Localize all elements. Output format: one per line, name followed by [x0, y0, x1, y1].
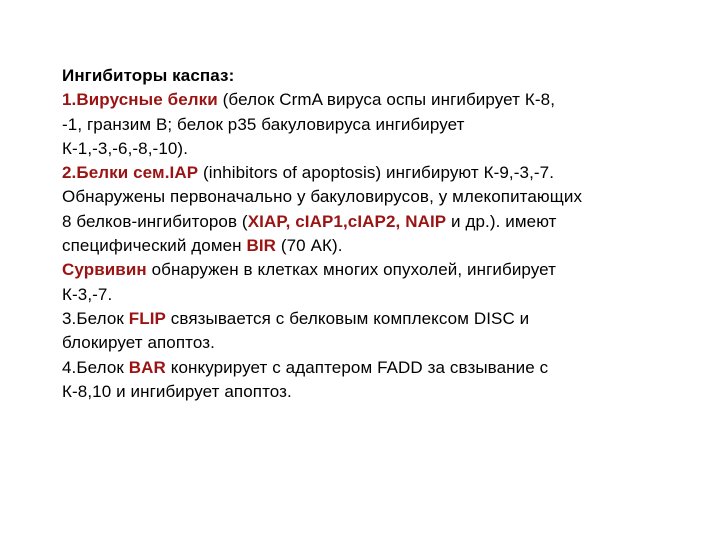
slide-text-block [62, 64, 702, 404]
iap-text-4-pre: специфический домен [62, 236, 247, 256]
survivin-term: Сурвивин [62, 260, 147, 280]
bar-text: конкурирует с адаптером FADD за свзывание с [165, 357, 549, 377]
virus-proteins-line-3 [62, 137, 702, 161]
title-line [62, 64, 702, 88]
bar-term: BAR [128, 357, 166, 377]
bar-text-2: К-8,10 и ингибирует апоптоз. [62, 381, 292, 401]
flip-term: FLIP [128, 308, 166, 328]
iap-protein-names: XIAP, cIAP1,cIAP2, NAIP [247, 211, 447, 231]
flip-text-2: блокирует апоптоз. [62, 333, 215, 353]
virus-proteins-term: 1.Вирусные белки [62, 90, 218, 110]
iap-text-3-post: и др.). имеют [446, 211, 557, 231]
flip-pre: 3.Белок [62, 308, 129, 328]
bar-line-1 [62, 356, 702, 380]
iap-line-2 [62, 185, 702, 209]
survivin-text: обнаружен в клетках многих опухолей, ингибирует [146, 260, 557, 280]
flip-text: связывается с белковым комплексом DISC и [165, 308, 530, 328]
flip-line-2 [62, 331, 702, 355]
iap-line-1 [62, 161, 702, 185]
iap-term: 2.Белки сем.IAP [62, 163, 199, 183]
flip-line-1 [62, 307, 702, 331]
bar-line-2 [62, 380, 702, 404]
virus-proteins-text-3: К-1,-3,-6,-8,-10). [62, 138, 189, 158]
bir-domain-term: BIR [246, 236, 277, 256]
iap-text-3-pre: 8 белков-ингибиторов ( [62, 211, 248, 231]
survivin-text-2: К-3,-7. [62, 284, 113, 304]
virus-proteins-text: (белок CrmA вируса оспы ингибирует К-8, [217, 90, 556, 110]
iap-text-2: Обнаружены первоначально у бакуловирусов, у млекопитающих [62, 187, 583, 207]
virus-proteins-line-1 [62, 88, 702, 112]
virus-proteins-line-2 [62, 113, 702, 137]
bar-pre: 4.Белок [62, 357, 129, 377]
iap-line-3 [62, 210, 702, 234]
iap-text-4-post: (70 АК). [276, 236, 343, 256]
iap-line-4 [62, 234, 702, 258]
survivin-line-2 [62, 283, 702, 307]
slide-title: Ингибиторы каспаз: [62, 66, 235, 85]
iap-text: (inhibitors of apoptosis) ингибируют К-9,-3,-7. [198, 163, 555, 183]
survivin-line-1 [62, 258, 702, 282]
virus-proteins-text-2: -1, гранзим В; белок р35 бакуловируса ингибирует [62, 114, 465, 134]
